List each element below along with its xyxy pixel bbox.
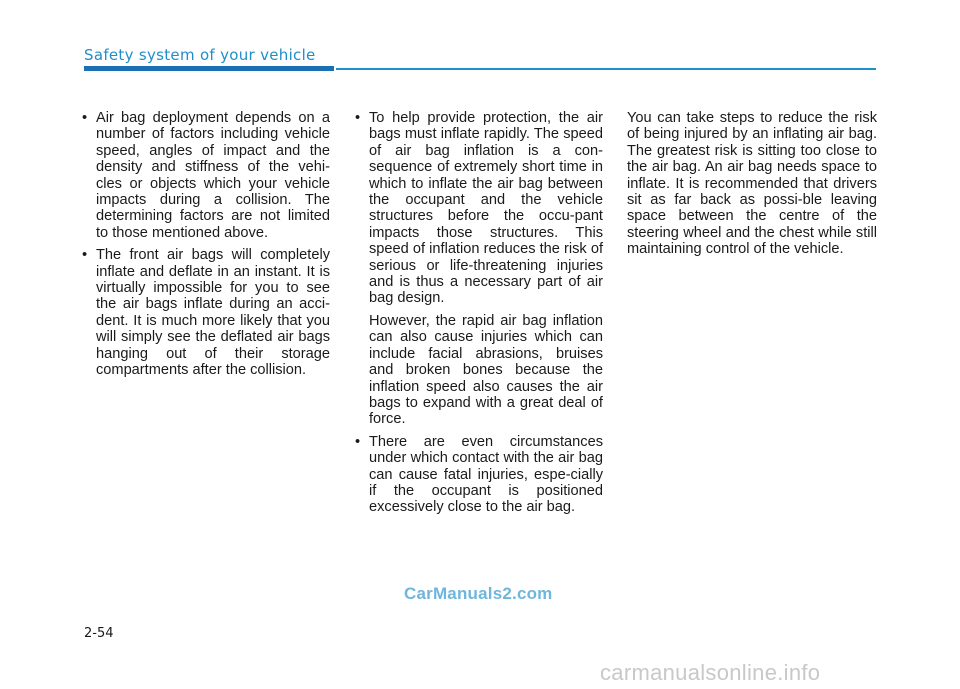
bullet-item: [80, 110, 330, 241]
bullet-dot: •: [82, 110, 88, 126]
bullet-item: [353, 434, 603, 516]
bullet-text: Air bag deployment depends on a number of factors including vehicle speed, angles of impact and the density and stiffness of the vehi-cles or objects which your vehicle impacts during a collision. The determining factors are not limited to those mentioned above.: [96, 110, 330, 241]
page-number: 2-54: [84, 626, 114, 641]
text-column-3: [627, 110, 877, 264]
text-column-2: [353, 110, 603, 522]
bullet-text: The front air bags will completely inflate and deflate in an instant. It is virtually impossible for you to see the air bags inflate during an acci-dent. It is much more likely that you will simply see the deflated air bags hanging out of their storage compartments after the collision.: [96, 247, 330, 379]
paragraph: You can take steps to reduce the risk of being injured by an inflating air bag. The greatest risk is sitting too close to the air bag. An air bag needs space to inflate. It is recommended that drivers sit as far back as possi-ble leaving space between the centre of the steering wheel and the chest while still maintaining control of the vehicle.: [627, 110, 877, 258]
bullet-dot: •: [355, 110, 361, 126]
header-rule-light: [336, 68, 876, 70]
bullet-item: [353, 110, 603, 307]
bullet-dot: •: [82, 247, 88, 264]
paragraph: However, the rapid air bag inflation can also cause injuries which can include facial abrasions, bruises and broken bones because the inflation speed also causes the air bags to expand with a great deal of force.: [369, 312, 603, 428]
bullet-text: To help provide protection, the air bags must inflate rapidly. The speed of air bag inflation is a con-sequence of extremely short time in which to inflate the air bag between the occupant and the vehicle structures before the occu-pant impacts those structures. This speed of inflation reduces the risk of serious or life-threatening injuries and is thus a necessary part of air bag design.: [369, 110, 603, 307]
bullet-dot: •: [355, 433, 361, 450]
section-title: Safety system of your vehicle: [84, 46, 316, 64]
watermark-carmanualsonline: carmanualsonline.info: [600, 660, 821, 685]
header-rule-dark: [84, 66, 334, 71]
bullet-item: [80, 247, 330, 378]
bullet-text: There are even circumstances under which contact with the air bag can cause fatal injuries, espe-cially if the occupant is positioned excessively close to the air bag.: [369, 433, 603, 516]
watermark-carmanuals2: CarManuals2.com: [404, 584, 553, 603]
text-column-1: [80, 110, 330, 385]
